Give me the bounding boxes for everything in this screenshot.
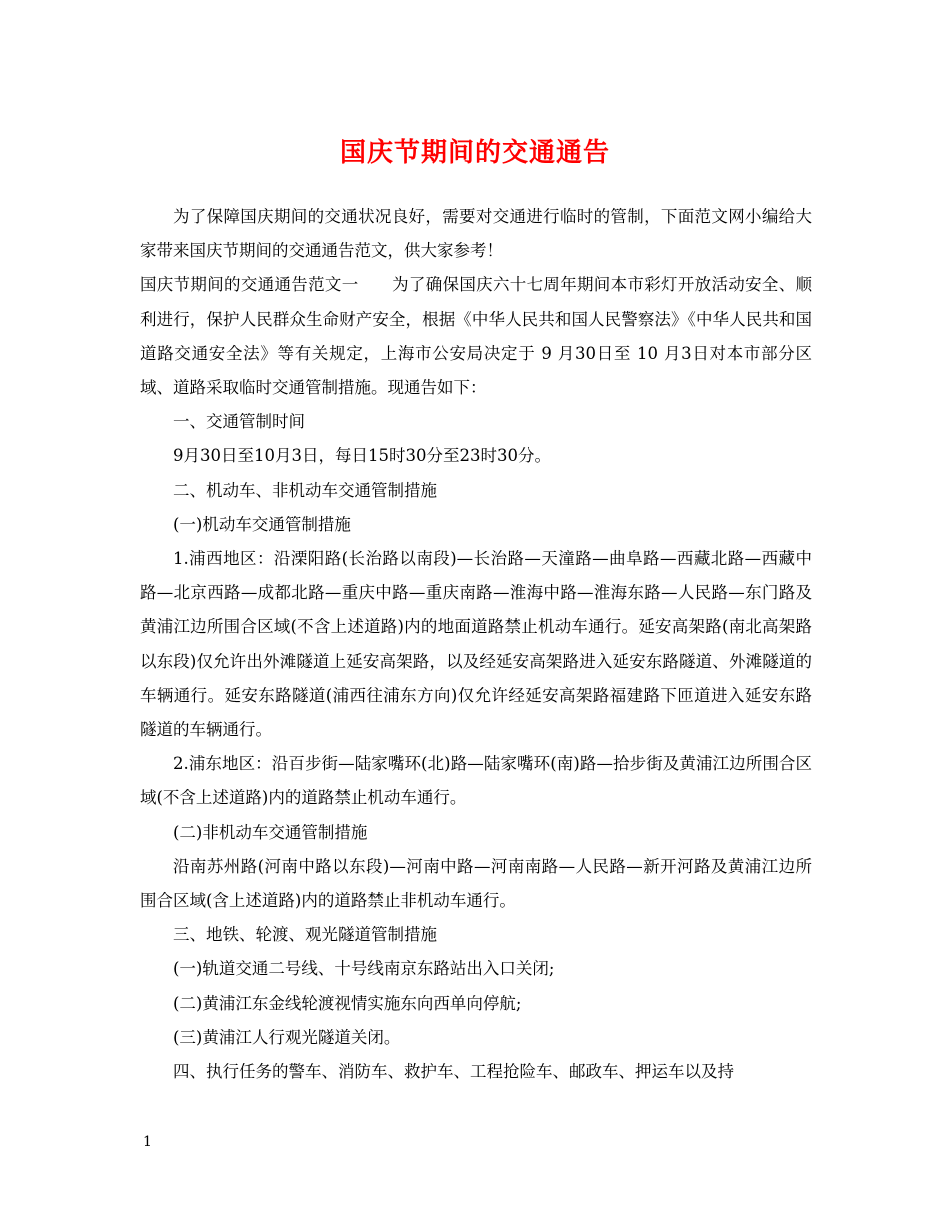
paragraph-nonmotor: 沿南苏州路(河南中路以东段)—河南中路—河南南路—人民路—新开河路及黄浦江边所围合区域(含上述道路)内的道路禁止非机动车通行。 bbox=[140, 856, 812, 911]
subsection-heading-motor: (一)机动车交通管制措施 bbox=[173, 514, 351, 534]
section-heading-exemptions: 四、执行任务的警车、消防车、救护车、工程抢险车、邮政车、押运车以及持 bbox=[173, 1062, 734, 1082]
document-title: 国庆节期间的交通通告 bbox=[339, 138, 610, 168]
paragraph-notice-one: 国庆节期间的交通通告范文一 为了确保国庆六十七周年期间本市彩灯开放活动安全、顺利进行，保护人民群众生命财产安全，根据《中华人民共和国人民警察法》《中华人民共和国道路交通安全法》等有关规定，上海市公安局决定于 9 月30日至 10 月3日对本市部分区域、道路采取临时交通管制措施。现通告如下： bbox=[140, 275, 812, 398]
paragraph-puxi: 1.浦西地区：沿溧阳路(长治路以南段)—长治路—天潼路—曲阜路—西藏北路—西藏中路—北京西路—成都北路—重庆中路—重庆南路—淮海中路—淮海东路—人民路—东门路及黄浦江边所围合区域(不含上述道路)内的地面道路禁止机动车通行。延安高架路(南北高架路以东段)仅允许出外滩隧道上延安高架路，以及经延安高架路进入延安东路隧道、外滩隧道的车辆通行。延安东路隧道(浦西往浦东方向)仅允许经延安高架路福建路下匝道进入延安东路隧道的车辆通行。 bbox=[140, 549, 812, 740]
subsection-heading-nonmotor: (二)非机动车交通管制措施 bbox=[173, 822, 368, 842]
paragraph-ferry: (二)黄浦江东金线轮渡视情实施东向西单向停航; bbox=[173, 993, 522, 1013]
paragraph-intro: 为了保障国庆期间的交通状况良好，需要对交通进行临时的管制，下面范文网小编给大家带来国庆节期间的交通通告范文，供大家参考！ bbox=[140, 207, 812, 261]
paragraph-time: 9月30日至10月3日，每日15时30分至23时30分。 bbox=[173, 446, 551, 466]
section-heading-transit: 三、地铁、轮渡、观光隧道管制措施 bbox=[173, 925, 437, 945]
document-body bbox=[140, 200, 812, 1089]
section-heading-time: 一、交通管制时间 bbox=[173, 412, 305, 432]
paragraph-tunnel: (三)黄浦江人行观光隧道关闭。 bbox=[173, 1027, 401, 1047]
paragraph-metro: (一)轨道交通二号线、十号线南京东路站出入口关闭; bbox=[173, 959, 555, 979]
section-heading-vehicles: 二、机动车、非机动车交通管制措施 bbox=[173, 480, 437, 500]
page-number: 1 bbox=[143, 1134, 152, 1150]
paragraph-pudong: 2.浦东地区：沿百步街—陆家嘴环(北)路—陆家嘴环(南)路—拾步街及黄浦江边所围合区域(不含上述道路)内的道路禁止机动车通行。 bbox=[140, 754, 812, 808]
